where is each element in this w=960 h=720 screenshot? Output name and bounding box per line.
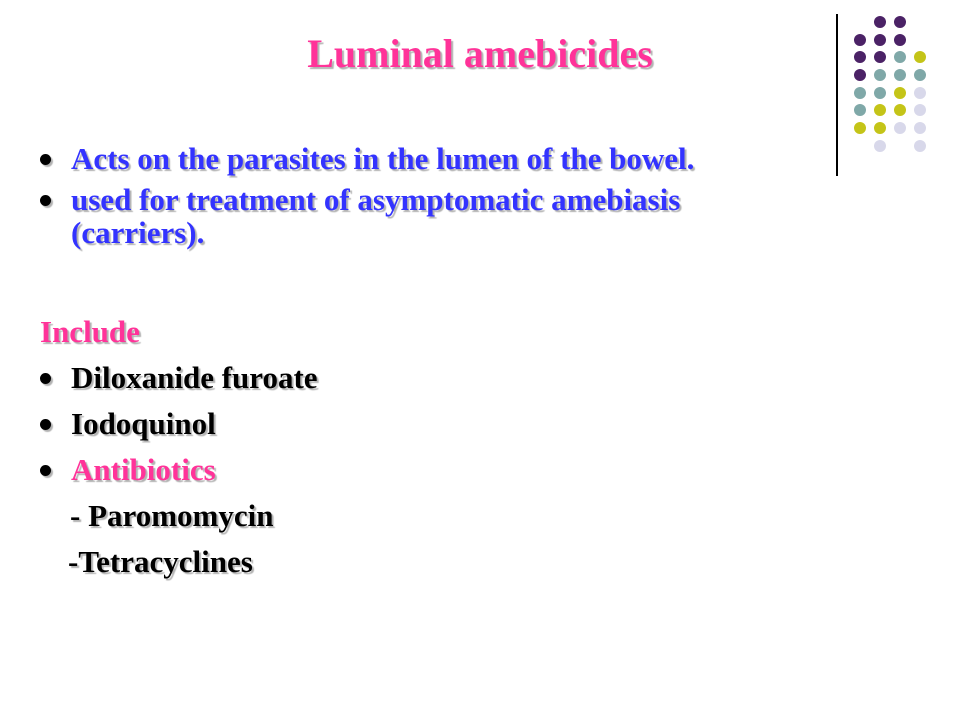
deco-dot bbox=[874, 51, 886, 63]
deco-dot bbox=[854, 104, 866, 116]
bullet-text-line: (carriers). bbox=[71, 215, 205, 250]
slide-title: Luminal amebicides bbox=[307, 31, 653, 76]
deco-dot bbox=[894, 51, 906, 63]
deco-dot bbox=[854, 34, 866, 46]
deco-dot bbox=[914, 51, 926, 63]
deco-dot bbox=[874, 122, 886, 134]
definition-bullets bbox=[40, 142, 870, 249]
bullet-dot-icon bbox=[40, 419, 51, 430]
deco-dot bbox=[874, 34, 886, 46]
deco-dot bbox=[894, 69, 906, 81]
deco-dot bbox=[894, 34, 906, 46]
deco-dot bbox=[914, 104, 926, 116]
bullet-dot-icon bbox=[40, 373, 51, 384]
deco-dot bbox=[914, 69, 926, 81]
deco-dot bbox=[894, 87, 906, 99]
decorative-dot-grid bbox=[850, 12, 950, 162]
deco-dot bbox=[874, 140, 886, 152]
deco-dot bbox=[854, 51, 866, 63]
bullet-dot-icon bbox=[40, 465, 51, 476]
deco-dot bbox=[894, 122, 906, 134]
deco-dot bbox=[914, 140, 926, 152]
bullet-dot-icon bbox=[40, 195, 51, 206]
deco-dot bbox=[874, 16, 886, 28]
drug-list bbox=[40, 314, 740, 590]
bullet-item bbox=[40, 142, 870, 175]
deco-dot bbox=[894, 16, 906, 28]
bullet-text-line: used for treatment of asymptomatic amebiasis bbox=[71, 182, 681, 217]
deco-dot bbox=[894, 104, 906, 116]
deco-dot bbox=[914, 122, 926, 134]
drug-item-text: Iodoquinol bbox=[71, 406, 216, 441]
include-label: Include bbox=[40, 314, 140, 349]
deco-dot bbox=[874, 69, 886, 81]
deco-dot bbox=[914, 87, 926, 99]
bullet-item bbox=[40, 183, 870, 249]
drug-item bbox=[40, 360, 740, 406]
bullet-dot-icon bbox=[40, 154, 51, 165]
deco-dot bbox=[854, 87, 866, 99]
deco-dot bbox=[874, 104, 886, 116]
deco-dot bbox=[854, 122, 866, 134]
deco-dot bbox=[874, 87, 886, 99]
antibiotic-subitem: -Tetracyclines bbox=[68, 544, 253, 579]
drug-item-text: Antibiotics bbox=[71, 452, 216, 487]
drug-item bbox=[40, 452, 740, 498]
drug-item bbox=[40, 406, 740, 452]
drug-item-text: Diloxanide furoate bbox=[71, 360, 318, 395]
bullet-text: Acts on the parasites in the lumen of the bowel. bbox=[71, 141, 695, 176]
deco-dot bbox=[854, 69, 866, 81]
antibiotic-subitem: - Paromomycin bbox=[70, 498, 274, 533]
